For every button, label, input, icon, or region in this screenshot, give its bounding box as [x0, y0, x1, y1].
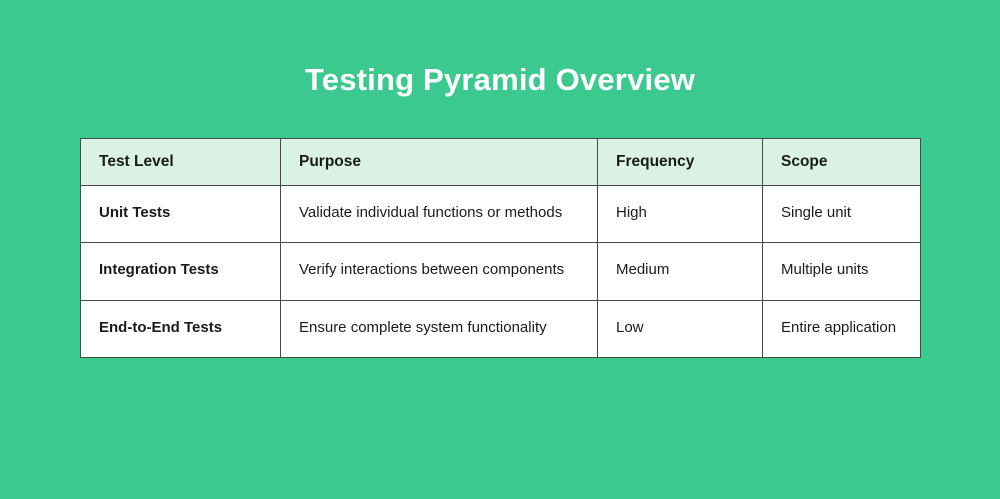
- table-header: [81, 139, 921, 186]
- cell-purpose: Ensure complete system functionality: [281, 300, 598, 357]
- table-row: [81, 243, 921, 300]
- column-header-purpose: Purpose: [281, 139, 598, 186]
- cell-test-level: Unit Tests: [81, 186, 281, 243]
- table-row: [81, 186, 921, 243]
- cell-test-level: End-to-End Tests: [81, 300, 281, 357]
- table-header-row: [81, 139, 921, 186]
- cell-purpose: Verify interactions between components: [281, 243, 598, 300]
- cell-frequency: Low: [598, 300, 763, 357]
- testing-pyramid-table: [80, 138, 921, 358]
- column-header-frequency: Frequency: [598, 139, 763, 186]
- cell-purpose: Validate individual functions or methods: [281, 186, 598, 243]
- table-body: [81, 186, 921, 358]
- table-container: [80, 138, 920, 358]
- cell-scope: Entire application: [763, 300, 921, 357]
- cell-scope: Single unit: [763, 186, 921, 243]
- cell-frequency: Medium: [598, 243, 763, 300]
- cell-test-level: Integration Tests: [81, 243, 281, 300]
- cell-frequency: High: [598, 186, 763, 243]
- cell-scope: Multiple units: [763, 243, 921, 300]
- column-header-test-level: Test Level: [81, 139, 281, 186]
- table-row: [81, 300, 921, 357]
- page-title: Testing Pyramid Overview: [304, 62, 696, 97]
- column-header-scope: Scope: [763, 139, 921, 186]
